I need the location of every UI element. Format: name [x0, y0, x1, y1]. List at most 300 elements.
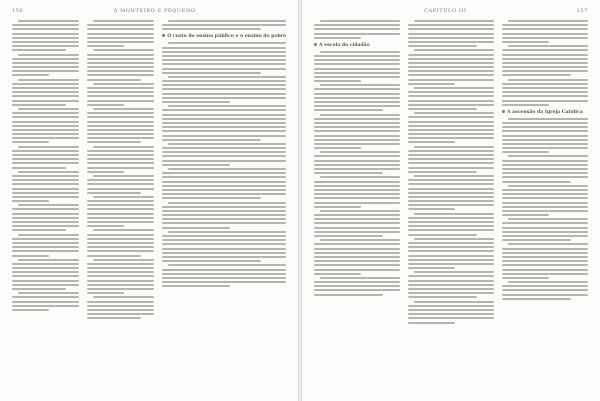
text-line: [12, 275, 79, 277]
text-line: [93, 229, 154, 231]
paragraph: [502, 281, 588, 300]
text-line: [93, 108, 154, 110]
text-line: [162, 59, 286, 61]
text-line: [12, 33, 79, 35]
text-line: [12, 49, 66, 51]
text-line: [502, 135, 588, 137]
text-line: [162, 55, 286, 57]
paragraph: [314, 210, 400, 237]
text-line: [87, 200, 154, 202]
paragraph: [502, 118, 588, 154]
text-line: [18, 20, 79, 22]
text-line: [502, 151, 549, 153]
text-line: [87, 62, 154, 64]
text-line: [320, 176, 400, 178]
text-line: [314, 285, 400, 287]
text-line: [502, 206, 588, 208]
text-line: [314, 168, 400, 170]
text-line: [87, 79, 141, 81]
text-line: [408, 192, 494, 194]
right-running-header: CAPÍTULO III: [424, 8, 467, 14]
text-line: [314, 33, 400, 35]
text-line: [162, 185, 286, 187]
text-line: [162, 281, 286, 283]
text-line: [162, 218, 286, 220]
paragraph: [502, 218, 588, 241]
text-line: [408, 322, 455, 324]
text-line: [320, 84, 400, 86]
text-line: [87, 58, 154, 60]
left-column-3: [162, 20, 286, 393]
text-line: [12, 213, 79, 215]
text-line: [408, 234, 477, 236]
text-line: [408, 154, 494, 156]
text-line: [408, 242, 494, 244]
text-line: [87, 133, 154, 135]
paragraph: [162, 143, 286, 166]
paragraph: [314, 239, 400, 275]
text-line: [314, 164, 400, 166]
text-line: [12, 296, 79, 298]
text-line: [314, 155, 400, 157]
text-line: [12, 24, 79, 26]
text-line: [502, 252, 588, 254]
text-line: [314, 273, 361, 275]
text-line: [87, 242, 154, 244]
text-line: [18, 79, 79, 81]
text-line: [12, 196, 79, 198]
text-line: [87, 305, 154, 307]
text-line: [408, 41, 494, 43]
text-line: [502, 189, 588, 191]
text-line: [12, 305, 79, 307]
text-line: [408, 292, 494, 294]
text-line: [314, 172, 383, 174]
text-line: [12, 58, 79, 60]
text-line: [168, 264, 286, 266]
text-line: [162, 256, 286, 258]
text-line: [87, 104, 124, 106]
text-line: [162, 88, 286, 90]
text-line: [414, 175, 494, 177]
text-line: [502, 264, 588, 266]
text-line: [162, 114, 286, 116]
text-line: [12, 74, 49, 76]
text-line: [314, 118, 400, 120]
right-column-1: [314, 20, 400, 393]
text-line: [87, 41, 154, 43]
text-line: [314, 37, 361, 39]
text-line: [408, 91, 494, 93]
text-line: [502, 181, 571, 183]
text-line: [502, 37, 588, 39]
text-line: [508, 118, 588, 120]
text-line: [314, 59, 400, 61]
text-line: [502, 269, 588, 271]
left-page: [0, 0, 298, 401]
text-line: [408, 104, 494, 106]
right-page-header: [314, 6, 588, 16]
text-line: [162, 101, 230, 103]
text-line: [508, 281, 588, 283]
text-line: [87, 183, 154, 185]
text-line: [87, 188, 154, 190]
paragraph: [162, 231, 286, 262]
text-line: [12, 288, 66, 290]
paragraph: [408, 87, 494, 110]
text-line: [314, 202, 400, 204]
text-line: [12, 200, 49, 202]
text-line: [162, 28, 261, 30]
text-line: [93, 20, 154, 22]
text-line: [87, 33, 154, 35]
text-line: [408, 95, 494, 97]
text-line: [502, 298, 571, 300]
text-line: [87, 271, 154, 273]
text-line: [87, 317, 141, 319]
text-line: [502, 143, 588, 145]
text-line: [414, 271, 494, 273]
text-line: [87, 301, 154, 303]
text-line: [408, 280, 494, 282]
text-line: [314, 147, 361, 149]
text-line: [168, 143, 286, 145]
text-line: [314, 206, 361, 208]
paragraph: [12, 108, 79, 144]
text-line: [87, 24, 154, 26]
paragraph: [87, 175, 154, 194]
text-line: [87, 91, 154, 93]
text-line: [162, 222, 286, 224]
text-line: [314, 24, 400, 26]
text-line: [502, 260, 588, 262]
paragraph: [408, 20, 494, 47]
text-line: [502, 130, 588, 132]
text-line: [18, 234, 79, 236]
text-line: [408, 246, 494, 248]
text-line: [87, 54, 154, 56]
text-line: [408, 54, 494, 56]
text-line: [408, 259, 494, 261]
text-line: [162, 130, 286, 132]
text-line: [320, 151, 400, 153]
text-line: [162, 24, 286, 26]
text-line: [408, 217, 494, 219]
text-line: [162, 93, 286, 95]
text-line: [502, 70, 588, 72]
paragraph: [314, 20, 400, 39]
text-line: [314, 160, 400, 162]
text-line: [314, 63, 400, 65]
text-line: [162, 214, 286, 216]
text-line: [162, 248, 286, 250]
text-line: [408, 221, 494, 223]
paragraph: [87, 83, 154, 106]
left-page-columns: [12, 20, 286, 393]
paragraph: [314, 277, 400, 296]
text-line: [314, 80, 361, 82]
text-line: [408, 150, 494, 152]
text-line: [12, 179, 79, 181]
text-line: [12, 129, 79, 131]
text-line: [502, 54, 588, 56]
text-line: [502, 239, 571, 241]
text-line: [18, 204, 79, 206]
text-line: [314, 289, 400, 291]
text-line: [314, 252, 400, 254]
text-line: [162, 51, 286, 53]
text-line: [12, 188, 79, 190]
text-line: [414, 213, 494, 215]
paragraph: [162, 42, 286, 73]
text-line: [87, 225, 124, 227]
text-line: [408, 275, 494, 277]
text-line: [162, 181, 286, 183]
text-line: [502, 285, 588, 287]
text-line: [12, 183, 79, 185]
text-line: [87, 179, 154, 181]
text-line: [12, 167, 66, 169]
text-line: [12, 121, 79, 123]
text-line: [502, 222, 588, 224]
text-line: [314, 222, 400, 224]
text-line: [162, 126, 286, 128]
text-line: [12, 280, 79, 282]
text-line: [502, 168, 588, 170]
text-line: [87, 125, 154, 127]
text-line: [502, 214, 549, 216]
text-line: [168, 20, 286, 22]
text-line: [502, 24, 588, 26]
text-line: [320, 277, 400, 279]
text-line: [408, 121, 494, 123]
text-line: [408, 62, 494, 64]
text-line: [87, 217, 154, 219]
text-line: [87, 246, 154, 248]
text-line: [408, 74, 494, 76]
text-line: [502, 210, 588, 212]
text-line: [12, 141, 49, 143]
text-line: [87, 267, 154, 269]
text-line: [12, 70, 79, 72]
paragraph: [314, 114, 400, 150]
text-line: [508, 185, 588, 187]
text-line: [162, 84, 286, 86]
right-page-number: 157: [576, 8, 588, 14]
text-line: [12, 66, 79, 68]
text-line: [162, 63, 286, 65]
text-line: [87, 204, 154, 206]
text-line: [502, 197, 588, 199]
paragraph: [314, 176, 400, 207]
text-line: [162, 193, 286, 195]
text-line: [12, 28, 79, 30]
text-line: [502, 49, 588, 51]
text-line: [87, 87, 154, 89]
text-line: [314, 260, 400, 262]
text-line: [408, 267, 455, 269]
text-line: [314, 68, 400, 70]
right-column-3: [502, 20, 588, 393]
text-line: [408, 183, 494, 185]
text-line: [502, 289, 588, 291]
text-line: [408, 129, 494, 131]
text-line: [87, 45, 124, 47]
text-line: [320, 239, 400, 241]
text-line: [414, 20, 494, 22]
text-line: [314, 218, 400, 220]
text-line: [12, 154, 79, 156]
text-line: [408, 66, 494, 68]
paragraph: [502, 79, 588, 106]
paragraph: [408, 301, 494, 324]
text-line: [408, 250, 494, 252]
text-line: [87, 275, 154, 277]
text-line: [408, 125, 494, 127]
text-line: [502, 273, 588, 275]
text-line: [87, 263, 154, 265]
text-line: [508, 243, 588, 245]
text-line: [408, 204, 494, 206]
text-line: [87, 66, 154, 68]
text-line: [93, 175, 154, 177]
text-line: [502, 122, 588, 124]
text-line: [314, 105, 400, 107]
text-line: [87, 162, 154, 164]
text-line: [502, 235, 588, 237]
text-line: [87, 234, 154, 236]
text-line: [87, 121, 154, 123]
text-line: [87, 171, 124, 173]
text-line: [162, 151, 286, 153]
text-line: [12, 45, 79, 47]
text-line: [162, 260, 261, 262]
text-line: [12, 192, 79, 194]
paragraph: [87, 146, 154, 173]
text-line: [414, 146, 494, 148]
paragraph: [87, 20, 154, 47]
section-heading: A escola do cidadão: [314, 43, 400, 48]
text-line: [12, 217, 79, 219]
text-line: [314, 214, 400, 216]
text-line: [314, 281, 400, 283]
text-line: [87, 28, 154, 30]
text-line: [320, 20, 400, 22]
text-line: [87, 208, 154, 210]
text-line: [314, 294, 383, 296]
text-line: [314, 248, 400, 250]
text-line: [162, 176, 286, 178]
text-line: [162, 47, 286, 49]
text-line: [12, 267, 79, 269]
text-line: [502, 160, 588, 162]
text-line: [408, 33, 494, 35]
paragraph: [12, 204, 79, 231]
text-line: [87, 167, 154, 169]
text-line: [168, 76, 286, 78]
text-line: [87, 116, 154, 118]
paragraph: [502, 243, 588, 279]
text-line: [314, 193, 400, 195]
text-line: [12, 95, 79, 97]
paragraph: [314, 151, 400, 174]
text-line: [162, 164, 230, 166]
text-line: [408, 116, 494, 118]
text-line: [408, 179, 494, 181]
text-line: [18, 171, 79, 173]
text-line: [162, 285, 230, 287]
text-line: [12, 301, 79, 303]
text-line: [408, 79, 494, 81]
text-line: [162, 197, 261, 199]
text-line: [314, 76, 400, 78]
text-line: [87, 192, 141, 194]
text-line: [87, 213, 154, 215]
text-line: [93, 49, 154, 51]
text-line: [87, 112, 154, 114]
text-line: [314, 235, 383, 237]
paragraph: [408, 146, 494, 173]
text-line: [502, 41, 549, 43]
paragraph: [87, 259, 154, 295]
text-line: [18, 54, 79, 56]
paragraph: [502, 20, 588, 43]
text-line: [314, 269, 400, 271]
text-line: [93, 83, 154, 85]
text-line: [162, 239, 286, 241]
text-line: [87, 150, 154, 152]
text-line: [12, 229, 66, 231]
text-line: [12, 112, 79, 114]
paragraph: [408, 49, 494, 85]
text-line: [414, 238, 494, 240]
paragraph: [162, 105, 286, 141]
text-line: [502, 126, 588, 128]
text-line: [162, 273, 286, 275]
text-line: [87, 129, 154, 131]
text-line: [12, 263, 79, 265]
paragraph: [162, 76, 286, 103]
text-line: [18, 108, 79, 110]
text-line: [12, 221, 79, 223]
right-column-2: [408, 20, 494, 393]
paragraph: [408, 213, 494, 236]
text-line: [12, 125, 79, 127]
text-line: [12, 150, 79, 152]
text-line: [12, 255, 49, 257]
text-line: [12, 246, 79, 248]
text-line: [162, 210, 286, 212]
text-line: [502, 95, 588, 97]
text-line: [12, 208, 79, 210]
paragraph: [408, 175, 494, 211]
text-line: [87, 309, 154, 311]
text-line: [12, 162, 79, 164]
text-line: [12, 104, 66, 106]
paragraph: [162, 168, 286, 199]
text-line: [12, 100, 79, 102]
paragraph: [162, 264, 286, 287]
text-line: [12, 41, 79, 43]
text-line: [502, 164, 588, 166]
text-line: [408, 83, 455, 85]
text-line: [508, 45, 588, 47]
text-line: [314, 72, 400, 74]
paragraph: [12, 79, 79, 106]
text-line: [502, 294, 588, 296]
text-line: [408, 137, 494, 139]
paragraph: [162, 20, 286, 30]
